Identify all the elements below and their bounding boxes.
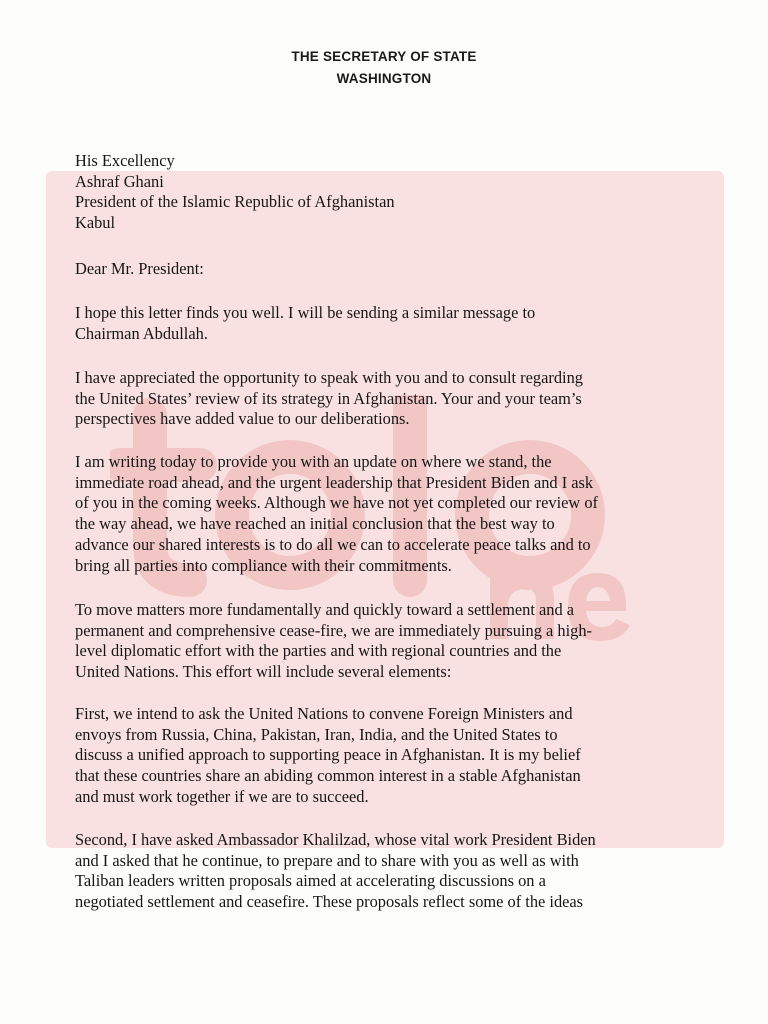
paragraph-6 xyxy=(75,830,715,913)
paragraph-line: bring all parties into compliance with their commitments. xyxy=(75,555,452,575)
paragraph-line: negotiated settlement and ceasefire. These proposals reflect some of the ideas xyxy=(75,892,584,912)
paragraph-1 xyxy=(75,303,715,344)
paragraph-line: advance our shared interests is to do all we can to accelerate peace talks and to xyxy=(75,534,591,554)
paragraph-line: I have appreciated the opportunity to speak with you and to consult regarding xyxy=(75,368,583,387)
letterhead-city: WASHINGTON xyxy=(336,71,432,86)
paragraph-line: I hope this letter finds you well. I will be sending a similar message to xyxy=(75,303,536,322)
address-line: His Excellency xyxy=(75,151,175,170)
address-line: Kabul xyxy=(75,213,116,233)
paragraph-5 xyxy=(75,704,715,808)
paragraph-2 xyxy=(75,368,715,430)
paragraph-line: immediate road ahead, and the urgent leadership that President Biden and I ask xyxy=(75,472,594,492)
paragraph-line: Second, I have asked Ambassador Khalilzad, whose vital work President Biden xyxy=(75,830,596,849)
salutation xyxy=(75,259,715,280)
paragraph-line: and I asked that he continue, to prepare and to share with you as well as with xyxy=(75,850,579,870)
address-line: Ashraf Ghani xyxy=(75,171,164,191)
paragraph-line: the way ahead, we have reached an initial conclusion that the best way to xyxy=(75,514,555,534)
paragraph-line: permanent and comprehensive cease-fire, we are immediately pursuing a high- xyxy=(75,620,593,640)
paragraph-3 xyxy=(75,452,715,576)
address-line: President of the Islamic Republic of Afghanistan xyxy=(75,192,395,212)
salutation-text: Dear Mr. President: xyxy=(75,259,204,278)
paragraph-line: that these countries share an abiding common interest in a stable Afghanistan xyxy=(75,766,581,786)
paragraph-line: Taliban leaders written proposals aimed at accelerating discussions on a xyxy=(75,871,546,891)
paragraph-line: First, we intend to ask the United Nations to convene Foreign Ministers and xyxy=(75,704,573,723)
paragraph-line: To move matters more fundamentally and quickly toward a settlement and a xyxy=(75,600,575,619)
paragraph-line: discuss a unified approach to supporting peace in Afghanistan. It is my belief xyxy=(75,745,581,765)
paragraph-line: level diplomatic effort with the parties and with regional countries and the xyxy=(75,641,562,661)
paragraph-line: of you in the coming weeks. Although we have not yet completed our review of xyxy=(75,493,599,513)
paragraph-line: envoys from Russia, China, Pakistan, Iran, India, and the United States to xyxy=(75,724,558,744)
paragraph-line: I am writing today to provide you with an update on where we stand, the xyxy=(75,452,552,471)
paragraph-4 xyxy=(75,600,715,683)
paragraph-line: the United States’ review of its strategy in Afghanistan. Your and your team’s xyxy=(75,388,582,408)
paragraph-line: United Nations. This effort will include several elements: xyxy=(75,662,452,682)
recipient-address xyxy=(75,151,715,234)
paragraph-line: and must work together if we are to succeed. xyxy=(75,786,369,806)
paragraph-line: Chairman Abdullah. xyxy=(75,323,208,343)
letterhead-title: THE SECRETARY OF STATE xyxy=(291,49,477,64)
paragraph-line: perspectives have added value to our deliberations. xyxy=(75,409,410,429)
